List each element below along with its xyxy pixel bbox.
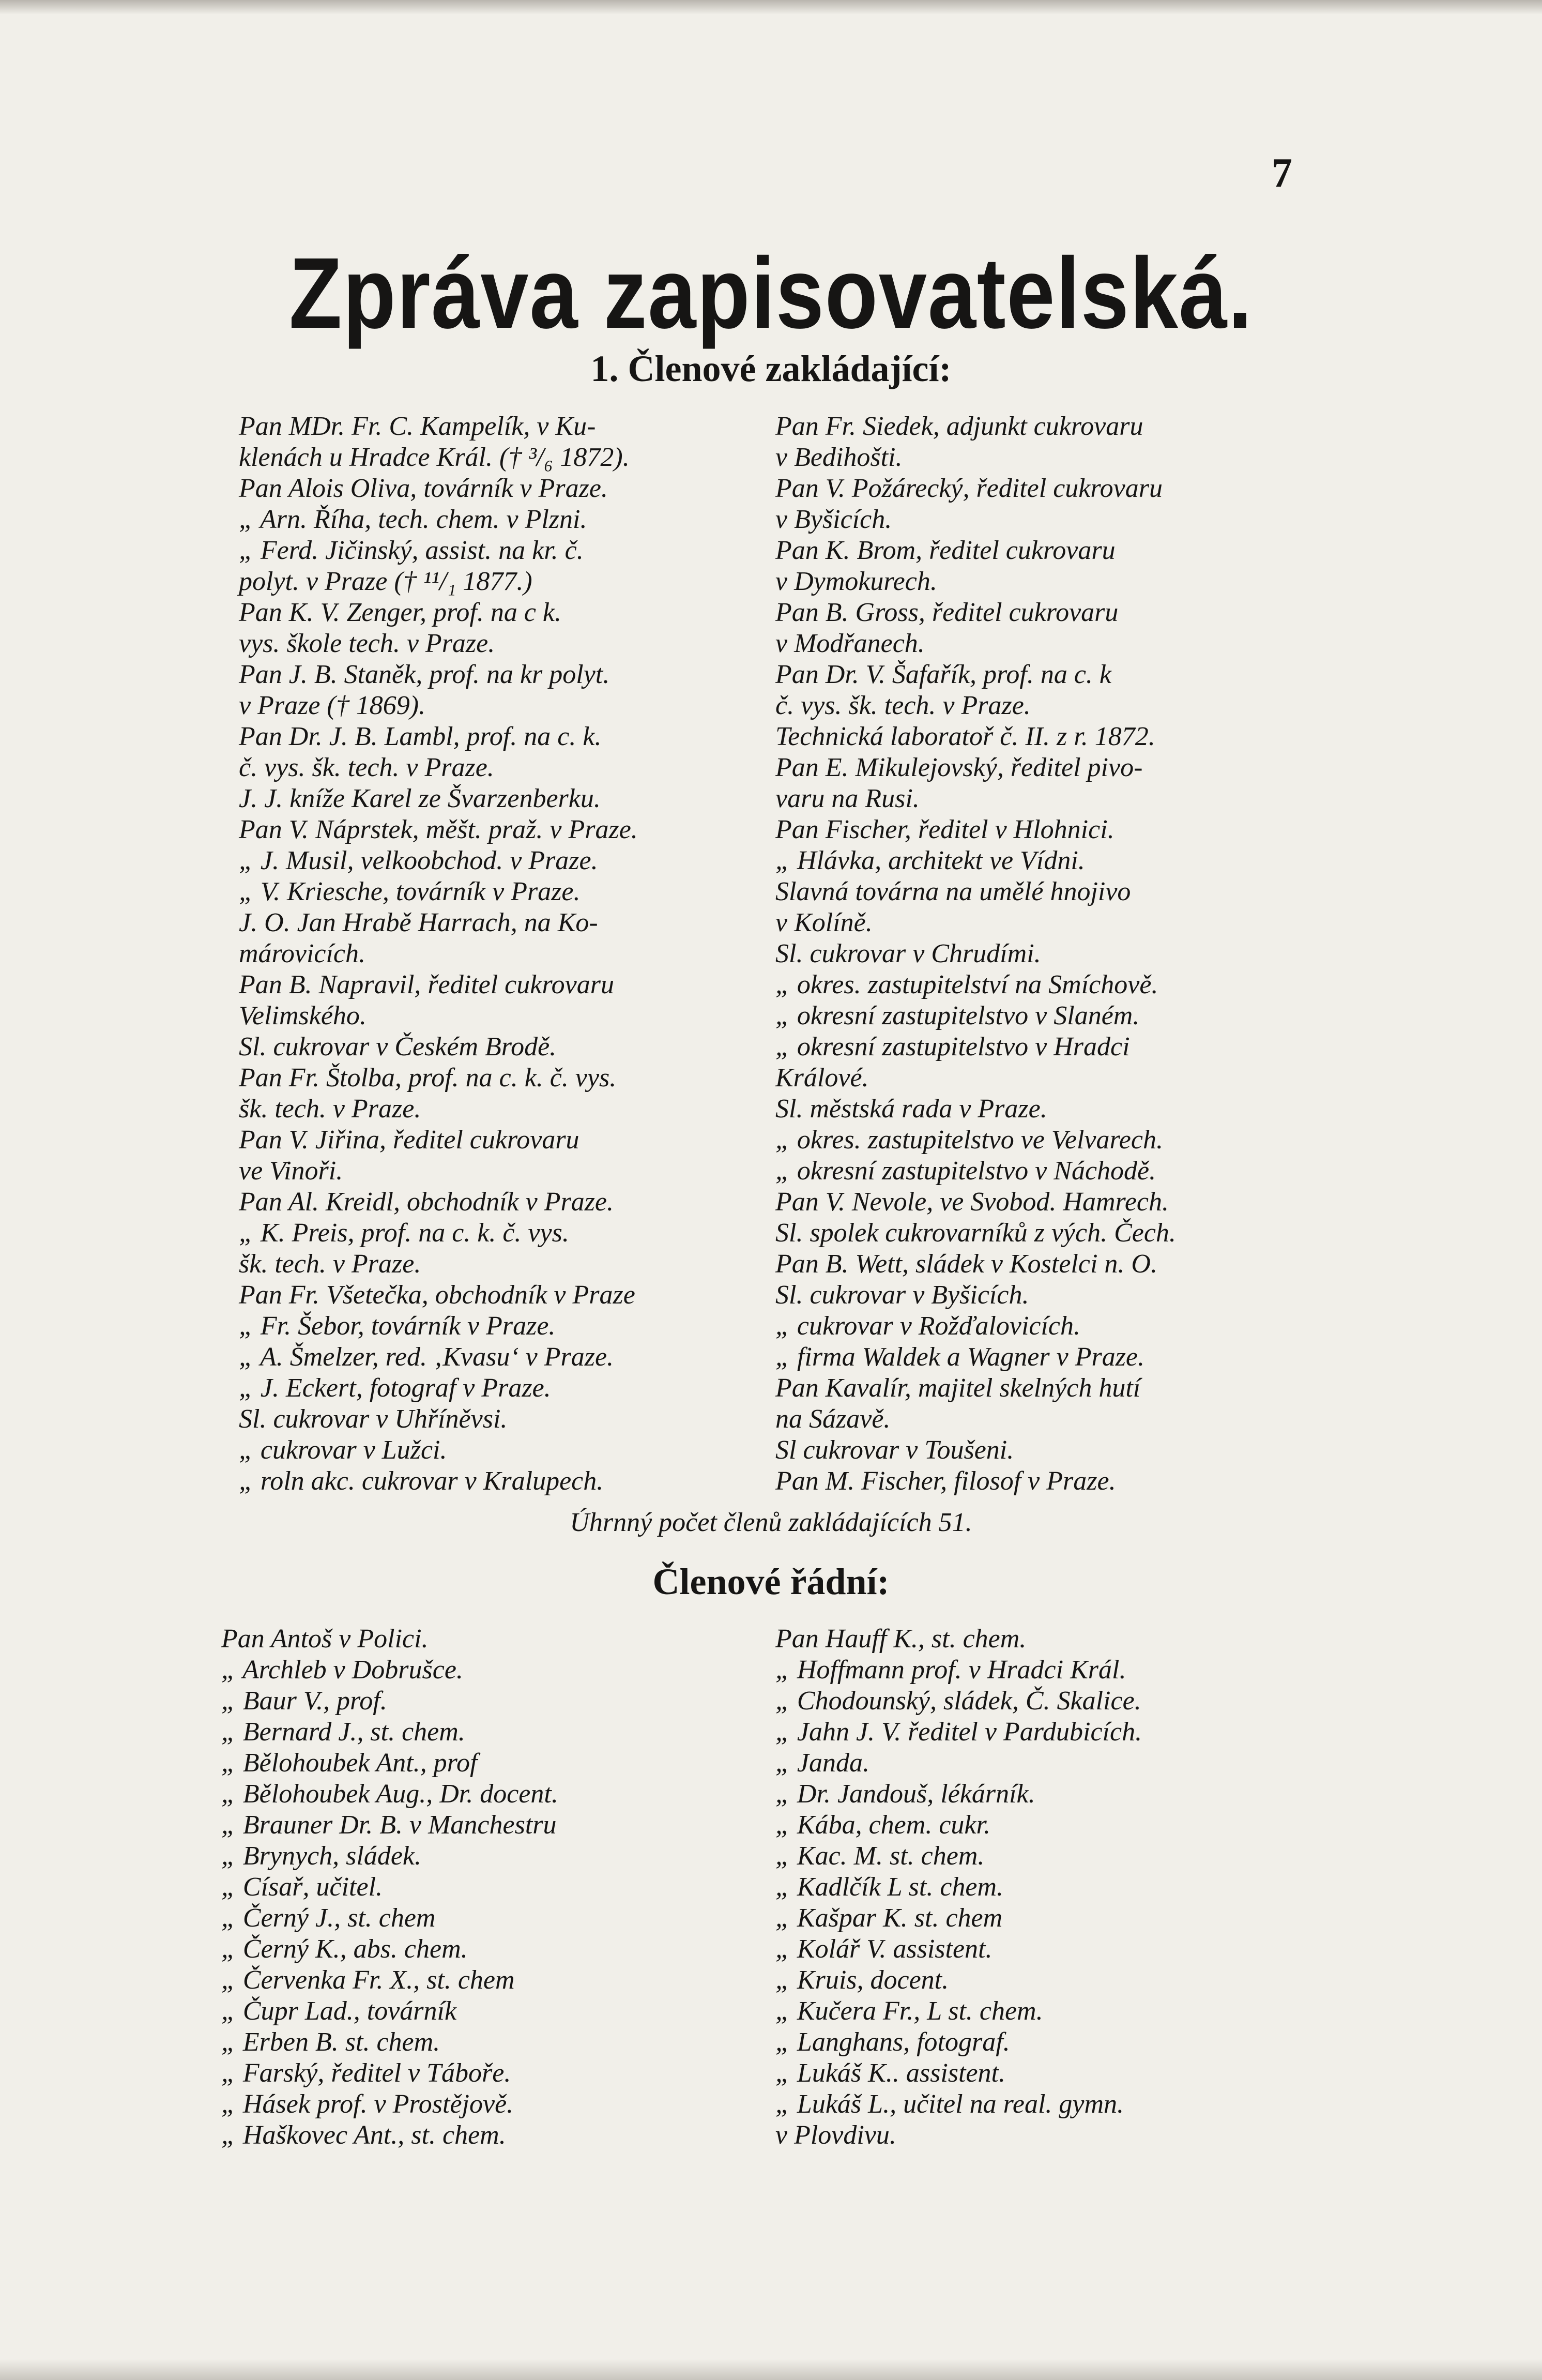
member-line: Pan K. V. Zenger, prof. na c k. xyxy=(239,598,561,627)
member-line: „ roln akc. cukrovar v Kralupech. xyxy=(239,1466,604,1496)
member-line: Sl. cukrovar v Chrudími. xyxy=(775,939,1041,968)
member-line: Pan Dr. V. Šafařík, prof. na c. k xyxy=(775,660,1111,689)
member-line: Pan K. Brom, ředitel cukrovaru xyxy=(775,536,1116,565)
member-line: v Kolíně. xyxy=(775,908,873,937)
member-line: „ okresní zastupitelstvo v Hradci xyxy=(775,1032,1130,1062)
member-line: Pan B. Wett, sládek v Kostelci n. O. xyxy=(775,1249,1157,1279)
member-line: Technická laboratoř č. II. z r. 1872. xyxy=(775,722,1155,751)
regular-members-heading: Členové řádní: xyxy=(652,1561,890,1602)
member-line: „ Dr. Jandouš, lékárník. xyxy=(775,1779,1035,1809)
member-line: „ cukrovar v Lužci. xyxy=(239,1435,447,1465)
member-line: márovicích. xyxy=(239,939,365,968)
member-line: „ Chodounský, sládek, Č. Skalice. xyxy=(775,1686,1141,1716)
member-line: šk. tech. v Praze. xyxy=(239,1094,421,1124)
member-line: v Modřanech. xyxy=(775,629,925,658)
member-line: „ Kac. M. st. chem. xyxy=(775,1841,985,1871)
member-line: v Bedihošti. xyxy=(775,443,903,472)
member-line: vys. škole tech. v Praze. xyxy=(239,629,495,658)
member-line: „ firma Waldek a Wagner v Praze. xyxy=(775,1342,1145,1372)
member-line: „ Čupr Lad., továrník xyxy=(221,1996,457,2026)
member-line: „ Fr. Šebor, továrník v Praze. xyxy=(239,1311,556,1341)
member-line: „ Langhans, fotograf. xyxy=(775,2027,1010,2057)
member-line: „ okres. zastupitelstvo ve Velvarech. xyxy=(775,1125,1163,1155)
member-line: Pan Kavalír, majitel skelných hutí xyxy=(775,1373,1141,1403)
member-line: „ Bernard J., st. chem. xyxy=(221,1717,465,1747)
member-line: Pan MDr. Fr. C. Kampelík, v Ku- xyxy=(239,412,596,441)
member-line: ve Vinoři. xyxy=(239,1156,343,1186)
member-line: „ Červenka Fr. X., st. chem xyxy=(221,1965,515,1995)
member-line: „ okresní zastupitelstvo v Náchodě. xyxy=(775,1156,1156,1186)
member-line: v Dymokurech. xyxy=(775,567,937,596)
member-line: Sl. cukrovar v Českém Brodě. xyxy=(239,1032,557,1062)
member-line: „ Hoffmann prof. v Hradci Král. xyxy=(775,1655,1126,1685)
member-line: v Praze († 1869). xyxy=(239,691,426,720)
member-line: J. O. Jan Hrabě Harrach, na Ko- xyxy=(239,908,598,937)
member-line: na Sázavě. xyxy=(775,1404,891,1434)
page-title: Zpráva zapisovatelská. xyxy=(289,237,1253,350)
member-line: „ J. Musil, velkoobchod. v Praze. xyxy=(239,846,598,875)
regular-left-column xyxy=(221,1624,738,2151)
member-line: Pan Hauff K., st. chem. xyxy=(775,1624,1027,1654)
founders-heading: 1. Členové zakládající: xyxy=(590,348,952,389)
member-line: „ Lukáš L., učitel na real. gymn. xyxy=(775,2089,1124,2119)
member-line: „ Hlávka, architekt ve Vídni. xyxy=(775,846,1085,875)
member-line: Sl. městská rada v Praze. xyxy=(775,1094,1047,1124)
member-line: šk. tech. v Praze. xyxy=(239,1249,421,1279)
member-line: Pan V. Požárecký, ředitel cukrovaru xyxy=(775,474,1163,503)
member-line: „ Kadlčík L st. chem. xyxy=(775,1872,1004,1902)
page-number: 7 xyxy=(1272,150,1292,196)
member-line: Pan V. Jiřina, ředitel cukrovaru xyxy=(239,1125,579,1155)
member-line: „ Kruis, docent. xyxy=(775,1965,949,1995)
member-line: „ Farský, ředitel v Táboře. xyxy=(221,2058,511,2088)
member-line: Sl. spolek cukrovarníků z vých. Čech. xyxy=(775,1218,1176,1248)
member-line: Sl cukrovar v Toušeni. xyxy=(775,1435,1014,1465)
member-line: „ Černý K., abs. chem. xyxy=(221,1934,468,1964)
member-line: Pan J. B. Staněk, prof. na kr polyt. xyxy=(239,660,610,689)
member-line: „ Archleb v Dobrušce. xyxy=(221,1655,463,1685)
member-line: Pan V. Nevole, ve Svobod. Hamrech. xyxy=(775,1187,1169,1217)
member-line: „ Bělohoubek Ant., prof xyxy=(221,1748,478,1778)
page-edge-bottom xyxy=(0,2359,1542,2380)
member-line: „ A. Šmelzer, red. ‚Kvasu‘ v Praze. xyxy=(239,1342,614,1372)
member-line: varu na Rusi. xyxy=(775,784,920,813)
member-line: č. vys. šk. tech. v Praze. xyxy=(239,753,494,782)
member-line: polyt. v Praze († ¹¹/₁ 1877.) xyxy=(239,567,532,596)
page-edge-top xyxy=(0,0,1542,14)
member-line: Slavná továrna na umělé hnojivo xyxy=(775,877,1131,906)
member-line: Pan Fischer, ředitel v Hlohnici. xyxy=(775,815,1114,844)
member-line: Pan Fr. Štolba, prof. na c. k. č. vys. xyxy=(239,1063,617,1093)
member-line: „ Hásek prof. v Prostějově. xyxy=(221,2089,514,2119)
member-line: č. vys. šk. tech. v Praze. xyxy=(775,691,1031,720)
member-line: Sl. cukrovar v Uhříněvsi. xyxy=(239,1404,508,1434)
member-line: Sl. cukrovar v Byšicích. xyxy=(775,1280,1029,1310)
member-line: „ Černý J., st. chem xyxy=(221,1903,436,1933)
member-line: „ V. Kriesche, továrník v Praze. xyxy=(239,877,581,906)
member-line: „ K. Preis, prof. na c. k. č. vys. xyxy=(239,1218,569,1248)
member-line: Pan B. Gross, ředitel cukrovaru xyxy=(775,598,1119,627)
member-line: „ Ferd. Jičinský, assist. na kr. č. xyxy=(239,536,584,565)
member-line: Pan Fr. Všetečka, obchodník v Praze xyxy=(239,1280,635,1310)
member-line: v Byšicích. xyxy=(775,505,892,534)
member-line: Pan M. Fischer, filosof v Praze. xyxy=(775,1466,1116,1496)
member-line: „ Baur V., prof. xyxy=(221,1686,387,1716)
founders-left-column xyxy=(239,411,756,1497)
member-line: „ Bělohoubek Aug., Dr. docent. xyxy=(221,1779,558,1809)
member-line: „ Erben B. st. chem. xyxy=(221,2027,440,2057)
member-line: „ Brauner Dr. B. v Manchestru xyxy=(221,1810,557,1840)
member-line: „ okresní zastupitelstvo v Slaném. xyxy=(775,1001,1140,1030)
member-line: „ Arn. Říha, tech. chem. v Plzni. xyxy=(239,505,587,534)
member-line: v Plovdivu. xyxy=(775,2120,896,2150)
member-line: Králové. xyxy=(775,1063,869,1093)
regular-right-column xyxy=(775,1624,1313,2151)
member-line: Pan Al. Kreidl, obchodník v Praze. xyxy=(239,1187,614,1217)
member-line: „ Kába, chem. cukr. xyxy=(775,1810,990,1840)
member-line: Pan Antoš v Polici. xyxy=(221,1624,429,1654)
member-line: „ Císař, učitel. xyxy=(221,1872,383,1902)
member-line: „ Haškovec Ant., st. chem. xyxy=(221,2120,506,2150)
member-line: „ J. Eckert, fotograf v Praze. xyxy=(239,1373,551,1403)
member-line: Pan Alois Oliva, továrník v Praze. xyxy=(239,474,608,503)
member-line: Pan Dr. J. B. Lambl, prof. na c. k. xyxy=(239,722,602,751)
member-line: Velimského. xyxy=(239,1001,367,1030)
member-line: „ Kolář V. assistent. xyxy=(775,1934,993,1964)
founders-total: Úhrnný počet členů zakládajících 51. xyxy=(570,1508,972,1537)
member-line: Pan Fr. Siedek, adjunkt cukrovaru xyxy=(775,412,1143,441)
member-line: „ okres. zastupitelství na Smíchově. xyxy=(775,970,1158,999)
founders-right-column xyxy=(775,411,1313,1497)
member-line: J. J. kníže Karel ze Švarzenberku. xyxy=(239,784,601,813)
member-line: „ Jahn J. V. ředitel v Pardubicích. xyxy=(775,1717,1142,1747)
member-line: Pan E. Mikulejovský, ředitel pivo- xyxy=(775,753,1143,782)
member-line: „ Lukáš K.. assistent. xyxy=(775,2058,1005,2088)
member-line: „ Brynych, sládek. xyxy=(221,1841,422,1871)
member-line: „ Janda. xyxy=(775,1748,869,1778)
member-line: klenách u Hradce Král. († ³/₆ 1872). xyxy=(239,443,630,472)
member-line: „ Kučera Fr., L st. chem. xyxy=(775,1996,1043,2026)
member-line: Pan B. Napravil, ředitel cukrovaru xyxy=(239,970,614,999)
member-line: „ cukrovar v Rožďalovicích. xyxy=(775,1311,1081,1341)
member-line: „ Kašpar K. st. chem xyxy=(775,1903,1003,1933)
member-line: Pan V. Náprstek, měšt. praž. v Praze. xyxy=(239,815,638,844)
